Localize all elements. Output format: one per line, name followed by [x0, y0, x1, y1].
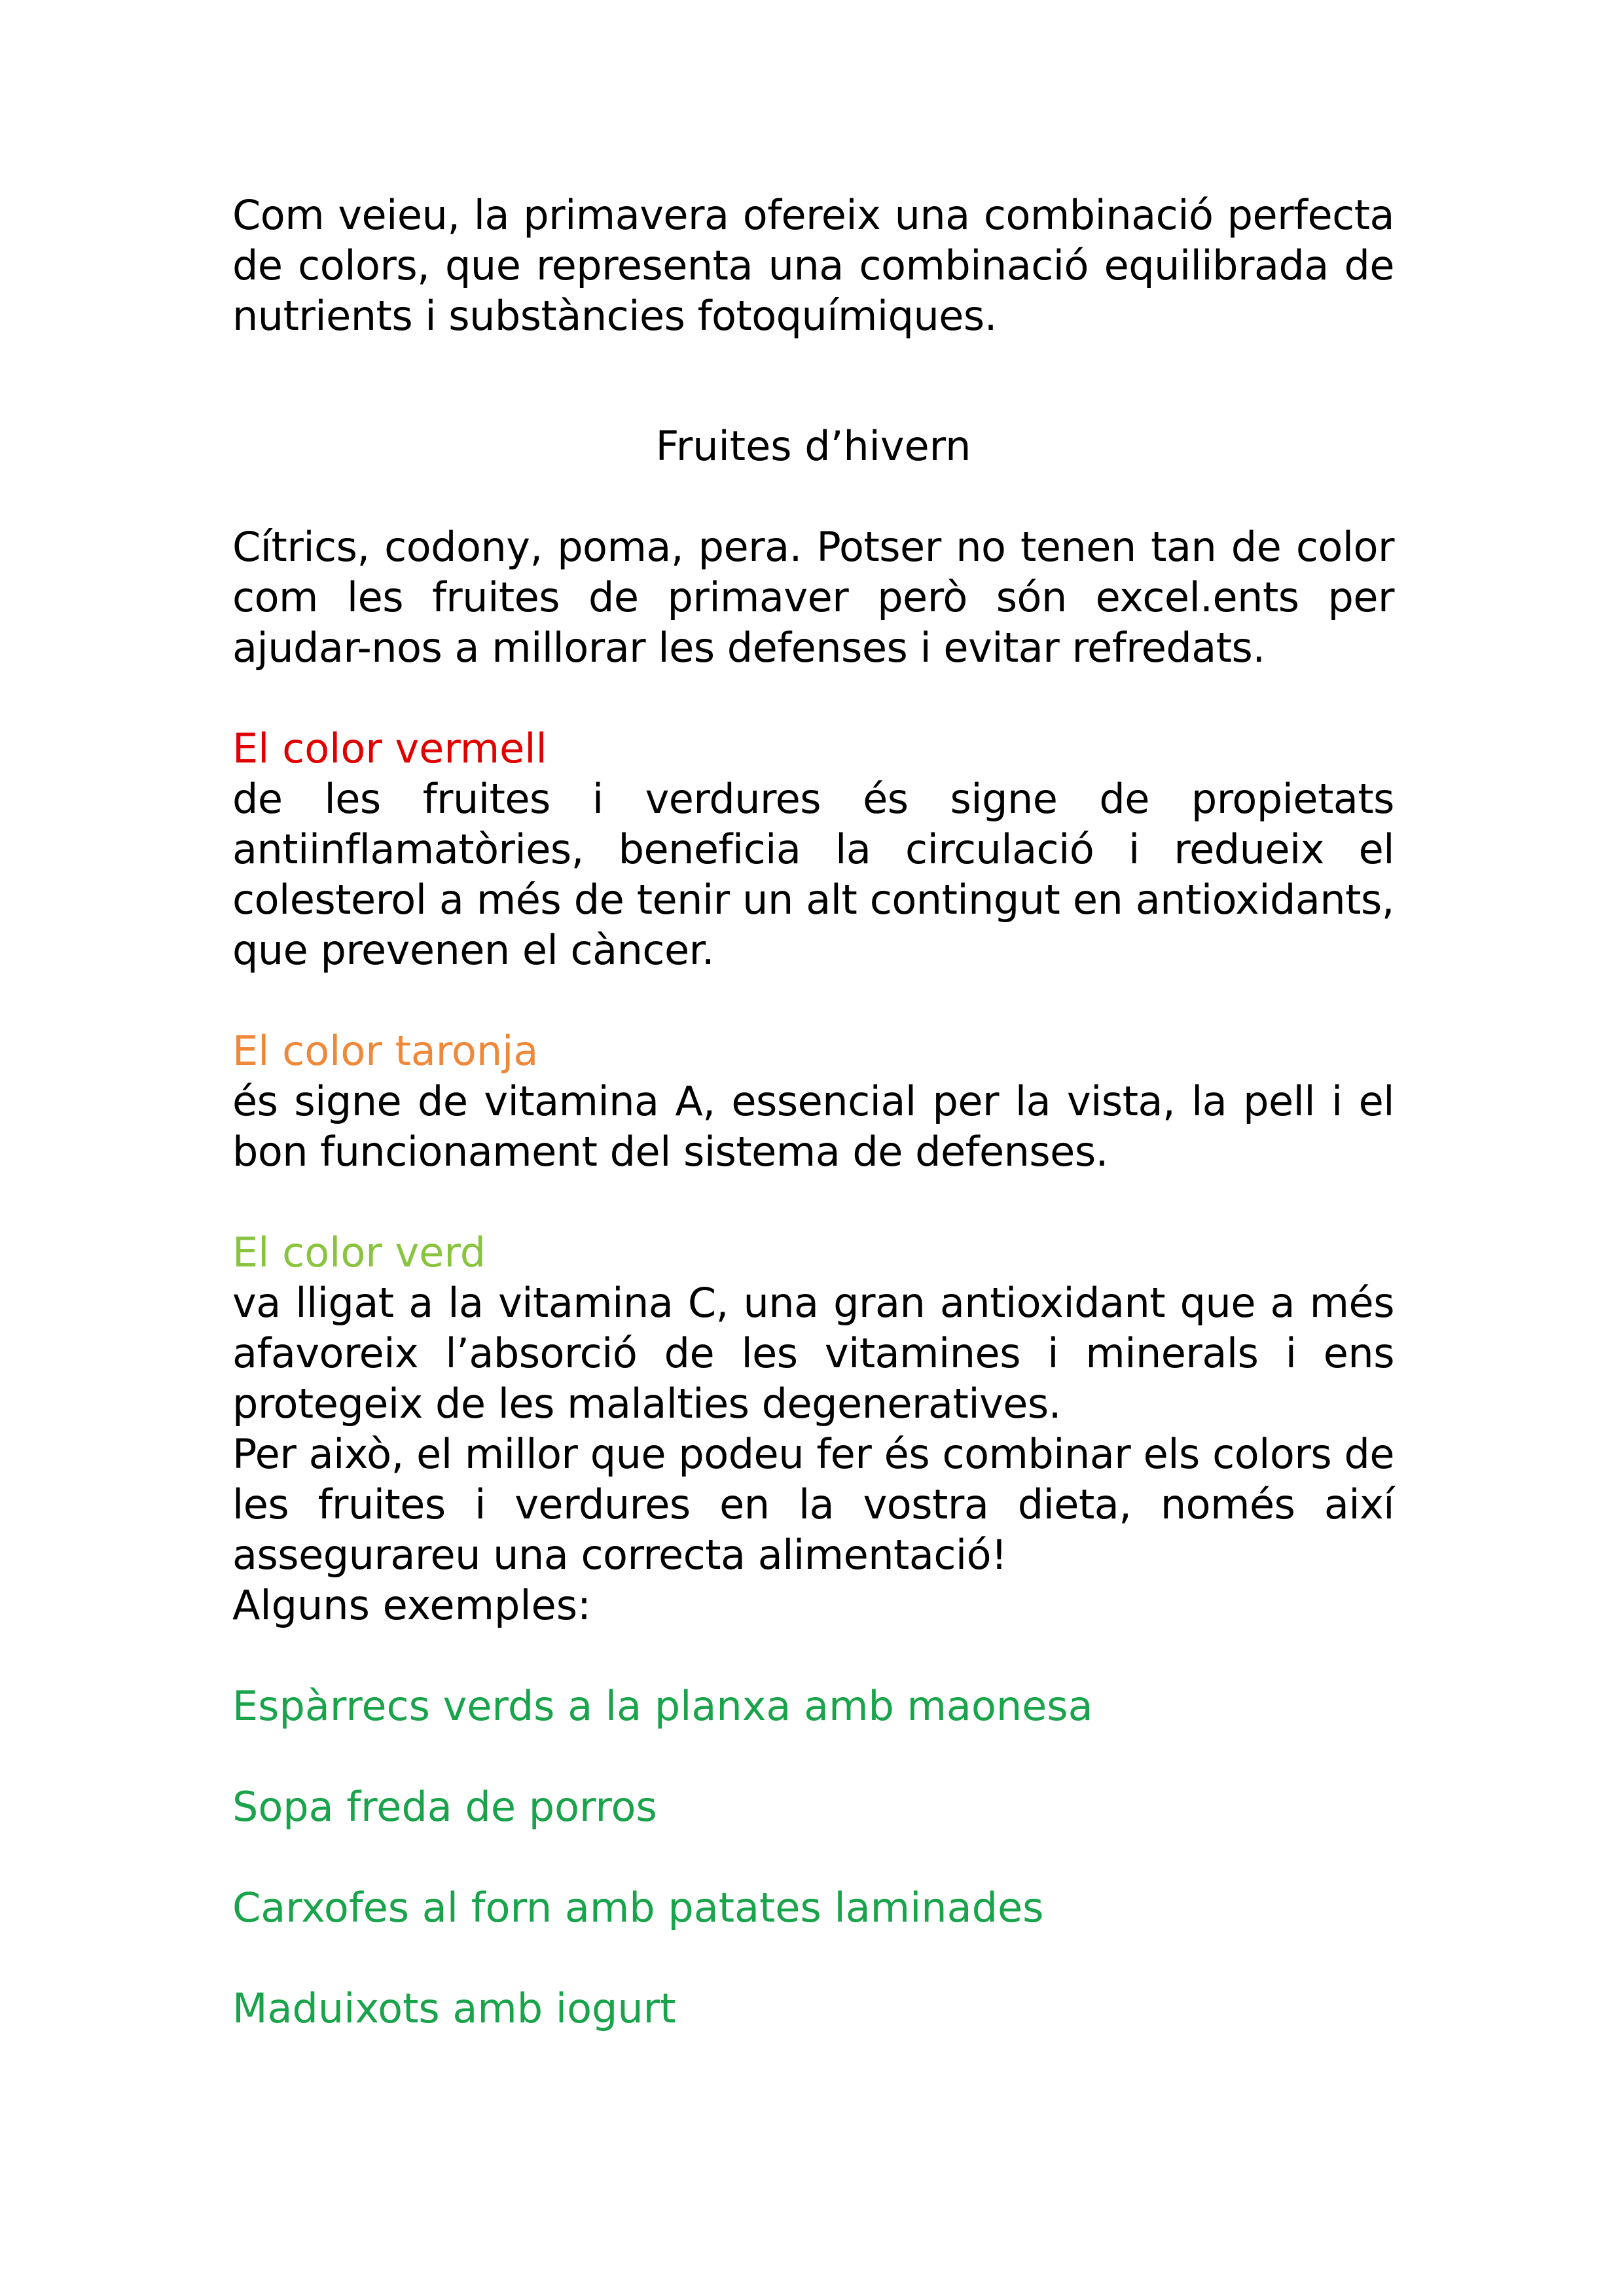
example-item: Espàrrecs verds a la planxa amb maonesa: [232, 1682, 1093, 1730]
winter-fruits-paragraph: Cítrics, codony, poma, pera. Potser no tenen tan de color com les fruites de primaver però són excel.ents per ajudar-nos a millorar les defenses i evitar refredats.: [232, 523, 1394, 672]
example-item: Maduixots amb iogurt: [232, 1984, 676, 2032]
spacer: [232, 975, 1394, 1026]
document-page: [232, 190, 1394, 2084]
red-color-heading: El color vermell: [232, 725, 547, 772]
green-color-paragraph: va lligat a la vitamina C, una gran antioxidant que a més afavoreix l’absorció de les vitamines i minerals i ens protegeix de les malalties degeneratives.: [232, 1279, 1394, 1427]
spacer: [232, 1630, 1394, 1681]
examples-label: Alguns exemples:: [232, 1581, 591, 1629]
spacer: [232, 673, 1394, 723]
section-title: Fruites d’hivern: [655, 422, 971, 470]
conclusion-paragraph: Per això, el millor que podeu fer és combinar els colors de les fruites i verdures en la vostra dieta, només així assegurareu una correcta alimentació!: [232, 1430, 1394, 1579]
orange-color-heading: El color taronja: [232, 1027, 539, 1075]
spacer: [232, 1177, 1394, 1227]
green-color-heading: El color verd: [232, 1229, 486, 1276]
spacer: [232, 341, 1394, 421]
example-item: Sopa freda de porros: [232, 1783, 657, 1831]
intro-paragraph: Com veieu, la primavera ofereix una combinació perfecta de colors, que representa una combinació equilibrada de nutrients i substàncies fotoquímiques.: [232, 191, 1394, 340]
orange-color-paragraph: és signe de vitamina A, essencial per la vista, la pell i el bon funcionament del sistema de defenses.: [232, 1077, 1394, 1175]
spacer: [232, 471, 1394, 522]
red-color-paragraph: de les fruites i verdures és signe de propietats antiinflamatòries, beneficia la circulació i redueix el colesterol a més de tenir un alt contingut en antioxidants, que prevenen el càncer.: [232, 775, 1394, 974]
example-item: Carxofes al forn amb patates laminades: [232, 1884, 1044, 1931]
